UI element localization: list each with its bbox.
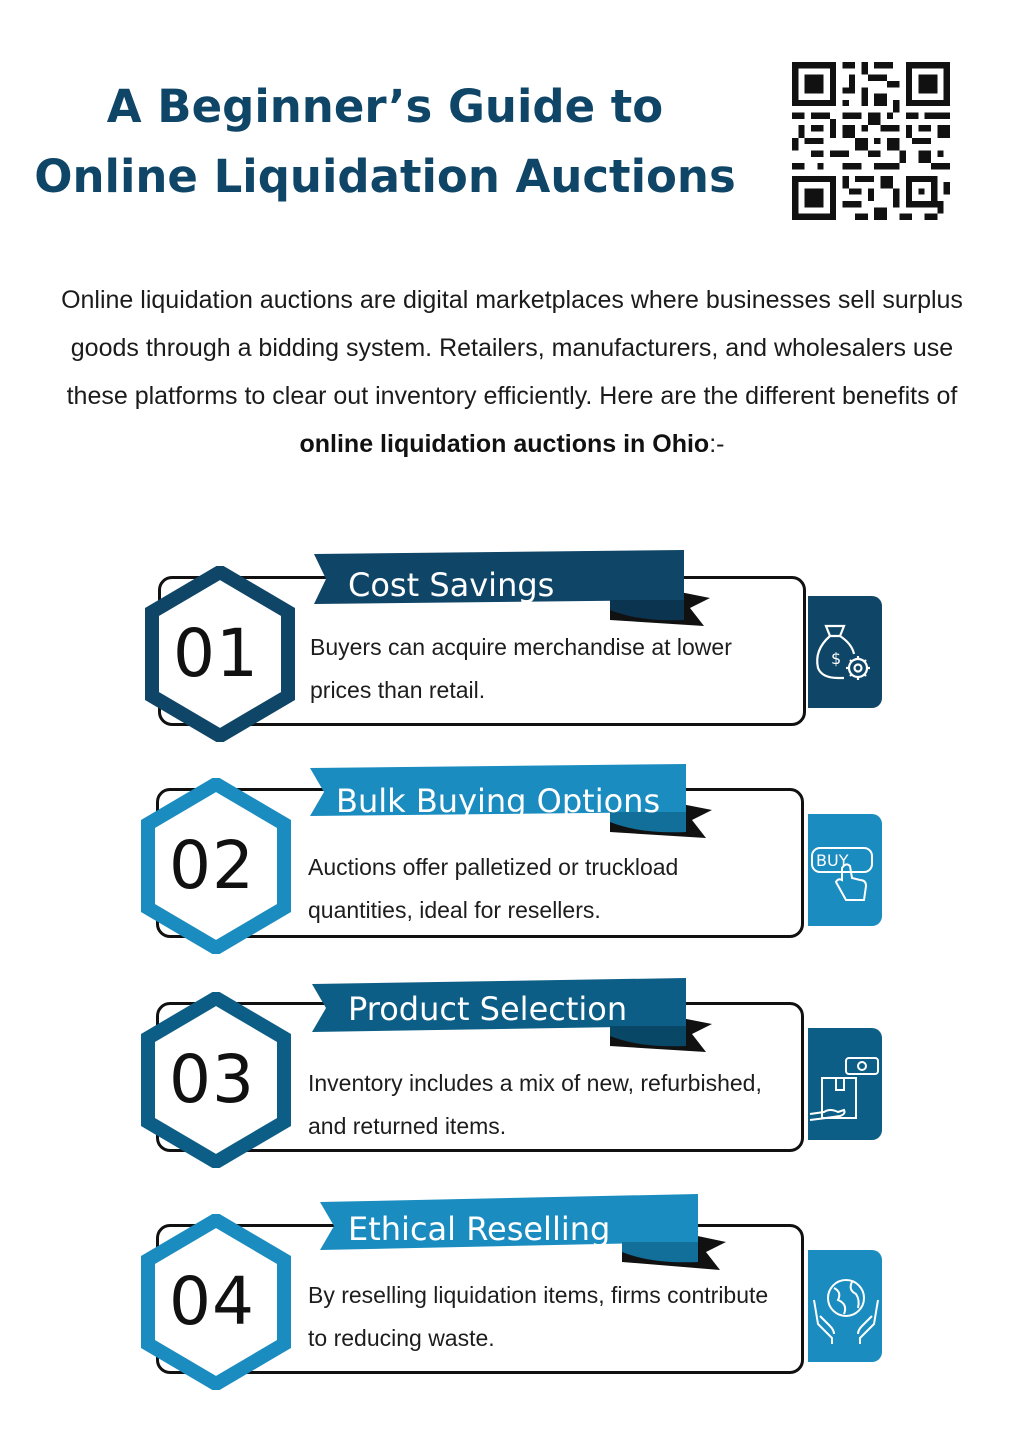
card-heading: Cost Savings — [348, 566, 555, 604]
card-number: 03 — [169, 1041, 255, 1118]
benefit-card-ethical-reselling — [0, 1204, 1024, 1394]
intro-text: Online liquidation auctions are digital marketplaces where businesses sell surplus goods through a bidding system. Retailers, manufacturers, and wholesalers use these platforms to clear out inventory efficiently. Here are the different benefits of — [61, 286, 963, 410]
intro-suffix: :- — [709, 430, 725, 458]
globe-hands-icon — [808, 1264, 882, 1348]
buy-button-hand-icon — [808, 828, 882, 912]
card-icon-tab — [808, 814, 882, 926]
benefit-card-product-selection — [0, 982, 1024, 1172]
buy-label: BUY — [816, 851, 849, 870]
card-description: By reselling liquidation items, firms contribute to reducing waste. — [308, 1282, 769, 1351]
card-heading: Product Selection — [348, 990, 628, 1028]
card-heading: Bulk Buying Options — [336, 782, 661, 820]
intro-paragraph — [40, 276, 984, 468]
title-line-2: Online Liquidation Auctions — [34, 150, 736, 203]
card-icon-tab — [808, 1028, 882, 1140]
card-heading: Ethical Reselling — [348, 1210, 611, 1248]
card-description: Buyers can acquire merchandise at lower prices than retail. — [310, 634, 732, 703]
card-number: 01 — [173, 615, 259, 692]
box-payment-hand-icon — [808, 1042, 882, 1126]
card-icon-tab — [808, 1250, 882, 1362]
benefit-card-bulk-buying — [0, 768, 1024, 958]
card-description: Inventory includes a mix of new, refurbished, and returned items. — [308, 1070, 762, 1139]
benefit-card-cost-savings — [0, 556, 1024, 746]
qr-code[interactable] — [792, 62, 950, 220]
card-icon-tab — [808, 596, 882, 708]
card-description: Auctions offer palletized or truckload quantities, ideal for resellers. — [308, 854, 679, 923]
card-number: 02 — [169, 827, 255, 904]
svg-text:$: $ — [831, 649, 842, 668]
title-line-1: A Beginner’s Guide to — [106, 80, 664, 133]
money-bag-gear-icon — [808, 610, 882, 694]
card-number: 04 — [169, 1263, 255, 1340]
page-title — [20, 72, 750, 212]
intro-highlight: online liquidation auctions in Ohio — [299, 430, 710, 458]
